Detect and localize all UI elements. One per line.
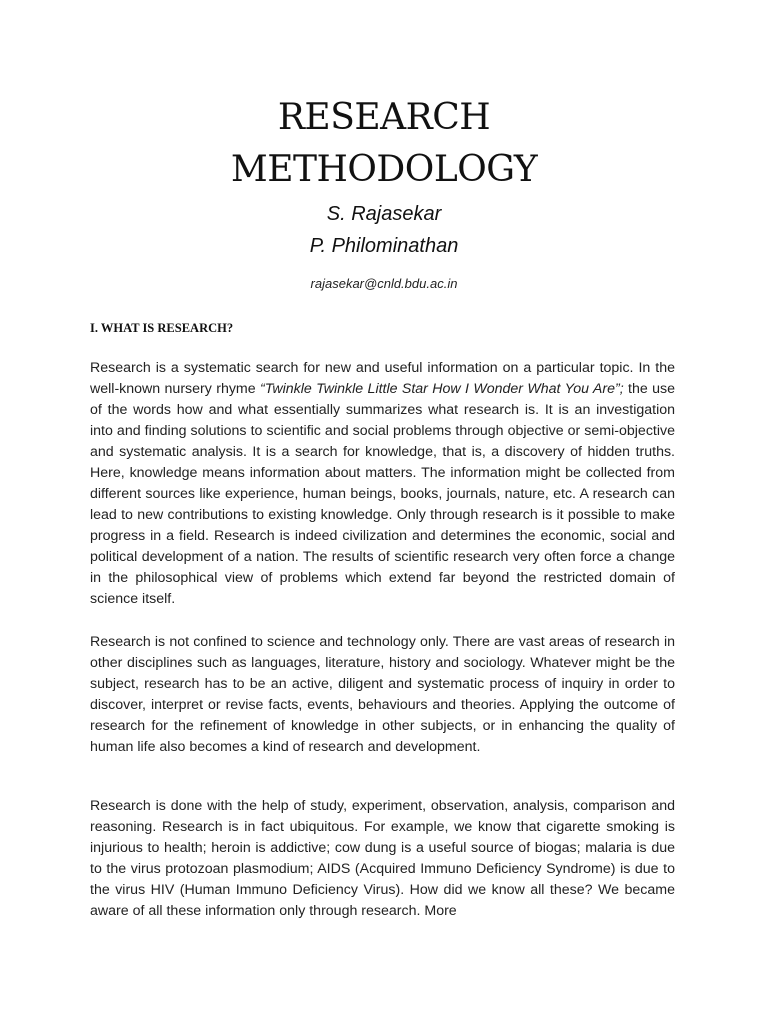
paragraph-1-quote: “Twinkle Twinkle Little Star How I Wonder What You Are”; xyxy=(260,381,624,397)
title-line-1: RESEARCH xyxy=(277,97,491,138)
author-2: P. Philominathan xyxy=(309,235,459,257)
author-email: rajasekar@cnld.bdu.ac.in xyxy=(310,276,458,291)
paragraph-1 xyxy=(90,358,675,610)
paragraph-1-text-a: Research is a systematic search for new and useful information on a particular topic. In the well-known nursery rhyme xyxy=(90,360,675,397)
paragraph-3-container xyxy=(90,796,680,926)
paragraph-1-text-b: the use of the words how and what essentially summarizes what research is. It is an investigation into and finding solutions to scientific and social problems through objective or semi-objective and systematic analysis. It is a search for knowledge, that is, a discovery of hidden truths. Here, knowledge means information about matters. The information might be collected from different sources like experience, human beings, books, journals, nature, etc. A research can lead to new contributions to existing knowledge. Only through research is it possible to make progress in a field. Research is indeed civilization and determines the economic, social and political development of a nation. The results of scientific research very often force a change in the philosophical view of problems which extend far beyond the restricted domain of science itself. xyxy=(90,381,676,607)
section-heading: I. WHAT IS RESEARCH? xyxy=(90,321,234,335)
paragraph-3: Research is done with the help of study, experiment, observation, analysis, comparison and reasoning. Research is in fact ubiquitous. For example, we know that cigarette smoking is injurious to health; heroin is addictive; cow dung is a useful source of biogas; malaria is due to the virus protozoan plasmodium; AIDS (Acquired Immuno Deficiency Syndrome) is due to the virus HIV (Human Immuno Deficiency Virus). How did we know all these? We became aware of all these information only through research. More xyxy=(90,798,675,919)
paragraph-2: Research is not confined to science and technology only. There are vast areas of research in other disciplines such as languages, literature, history and sociology. Whatever might be the subject, research has to be an active, diligent and systematic process of inquiry in order to discover, interpret or revise facts, events, behaviours and theories. Applying the outcome of research for the refinement of knowledge in other subjects, or in enhancing the quality of human life also becomes a kind of research and development. xyxy=(90,634,675,755)
title-line-2: METHODOLOGY xyxy=(230,149,538,190)
author-1: S. Rajasekar xyxy=(326,203,442,225)
